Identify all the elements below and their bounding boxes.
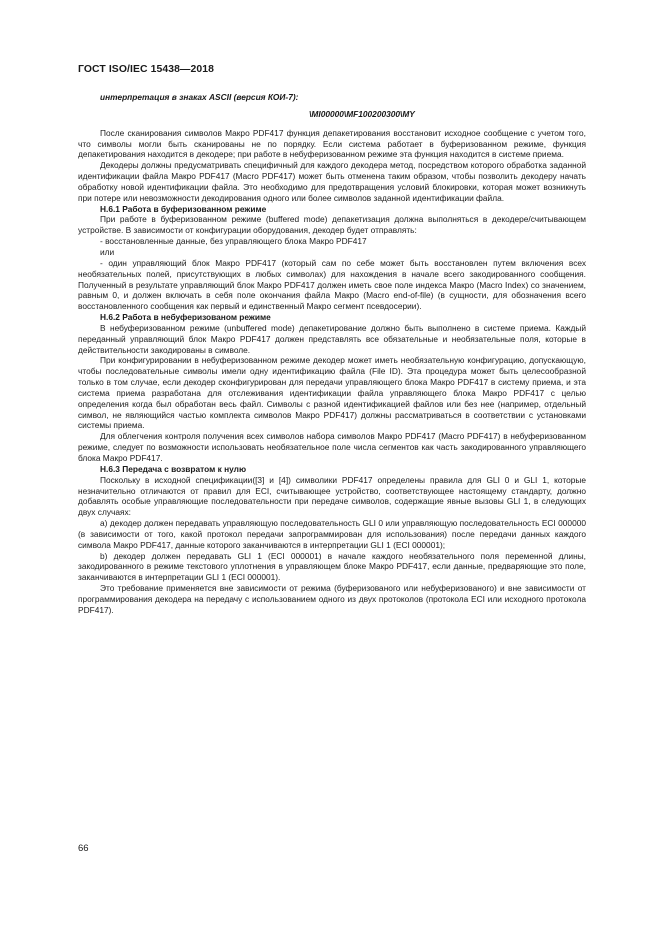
page-body: [78, 92, 586, 616]
h63-item-a: а) декодер должен передавать управляющую последовательность GLI 0 или управляющую последовательность ECI 000000 (в зависимости от того, какой протокол передачи запрограммирован для использования) после передачи данных каждого символа Макро PDF417, данные которого заканчиваются в интерпретации GLI 1 (ECI 000001);: [78, 518, 586, 550]
h61-paragraph-1: При работе в буферизованном режиме (buffered mode) депакетизация должна выполняться в декодере/считывающем устройстве. В зависимости от конфигурации оборудования, декодер будет отправлять:: [78, 214, 586, 236]
h61-list-item-2: - один управляющий блок Макро PDF417 (который сам по себе может быть восстановлен путем включения всех необязательных полей, присутствующих в любых символах) для нахождения в начале всего закодированного сообщения. Полученный в результате управляющий блок Макро PDF417 должен иметь свое поле индекса Макро (Macro Index) со значением, равным 0, и должен включать в себя поле окончания файла Макро (Macro end-of-file) (в сущности, для обозначения всего восстановленного сообщения как первый и единственный Макро сегмент псевдосерии).: [78, 257, 586, 312]
ascii-interpretation-code: \MI00000\MF100200300\MY: [309, 108, 415, 119]
h63-item-b: b) декодер должен передавать GLI 1 (ECI 000001) в начале каждого необязательного поля переменной длины, закодированного в режиме текстового уплотнения в управляющем блоке Макро PDF417, если данные, предваряющие это поле, заканчиваются в интерпретации GLI 1 (ECI 000001).: [78, 550, 586, 583]
section-heading-h61: Н.6.1 Работа в буферизованном режиме: [100, 203, 267, 214]
h62-paragraph-2: При конфигурировании в небуферизованном режиме декодер может иметь необязательную конфигурацию, допускающую, чтобы последовательные символы имели одну идентификацию файла (File ID). Эта процедура может быть целесообразной только в том случае, если декодер сконфигурирован для передачи управляющего блока Макро PDF417 в систему приема, и эта система приема разработана для отслеживания идентификации файла управляющего блока Макро PDF417 с целью определения когда был обработан весь файл. Символы с разной идентификацией файлов или без нее (например, отдельный символ, не являющийся частью комплекта символов Макро PDF417) должны рассматриваться в соответствии с установками системы приема.: [78, 355, 586, 431]
h63-paragraph-1: Поскольку в исходной спецификации([3] и [4]) символики PDF417 определены правила для GLI 0 и GLI 1, которые незначительно отличаются от правил для ECI, считывающее устройство, соответствующее настоящему стандарту, должно добавлять особые управляющие последовательности при передаче символов, содержащие явные вызовы GLI 1, в следующих двух случаях:: [78, 474, 586, 518]
h63-paragraph-2: Это требование применяется вне зависимости от режима (буферизованого или небуферизованого) и вне зависимости от программирования декодера на передачу с использованием одного из двух протоколов (протокола ECI или исходного протокола PDF417).: [78, 583, 586, 615]
page-header-standard-title: ГОСТ ISO/IEC 15438—2018: [78, 64, 215, 75]
h61-or: или: [100, 246, 115, 257]
h61-list-item-1: - восстановленные данные, без управляющего блока Макро PDF417: [100, 236, 367, 247]
interpretation-label: интерпретация в знаках ASCII (версия КОИ-7):: [100, 92, 299, 102]
page-number: 66: [78, 843, 89, 854]
paragraph-decoders: Декодеры должны предусматривать специфичный для каждого декодера метод, посредством которого обработка заданной идентификации файла Макро PDF417 (Macro PDF417) может быть отменена таким образом, чтобы позволить декодеру начать обработку новой идентификации файла. Это необходимо для предотвращения условий блокировки, которая может возникнуть при потере или невозможности декодирования одного или более символов заданной идентификации файла.: [78, 160, 586, 203]
section-heading-h63: Н.6.3 Передача с возвратом к нулю: [100, 463, 247, 474]
h62-paragraph-3: Для облегчения контроля получения всех символов набора символов Макро PDF417 (Macro PDF417) в небуферизованном режиме, следует по возможности использовать необязательное поле числа сегментов как часть закодированного управляющего блока Макро PDF417.: [78, 431, 586, 463]
paragraph-depacketing: После сканирования символов Макро PDF417 функция депакетирования восстановит исходное сообщение с учетом того, что символы могли быть сканированы не по порядку. Если система работает в буферизованном режиме, функция депакетирования находится в декодере; при работе в небуферизованном режиме эта функция находится в системе приема.: [78, 127, 586, 160]
section-heading-h62: Н.6.2 Работа в небуферизованом режиме: [100, 312, 271, 323]
h62-paragraph-1: В небуферизованном режиме (unbuffered mode) депакетирование должно быть выполнено в системе приема. Каждый переданный управляющий блок Макро PDF417 должен представлять все обязательные и необязательные поля, которые в действительности закодированы в символе.: [78, 322, 586, 355]
